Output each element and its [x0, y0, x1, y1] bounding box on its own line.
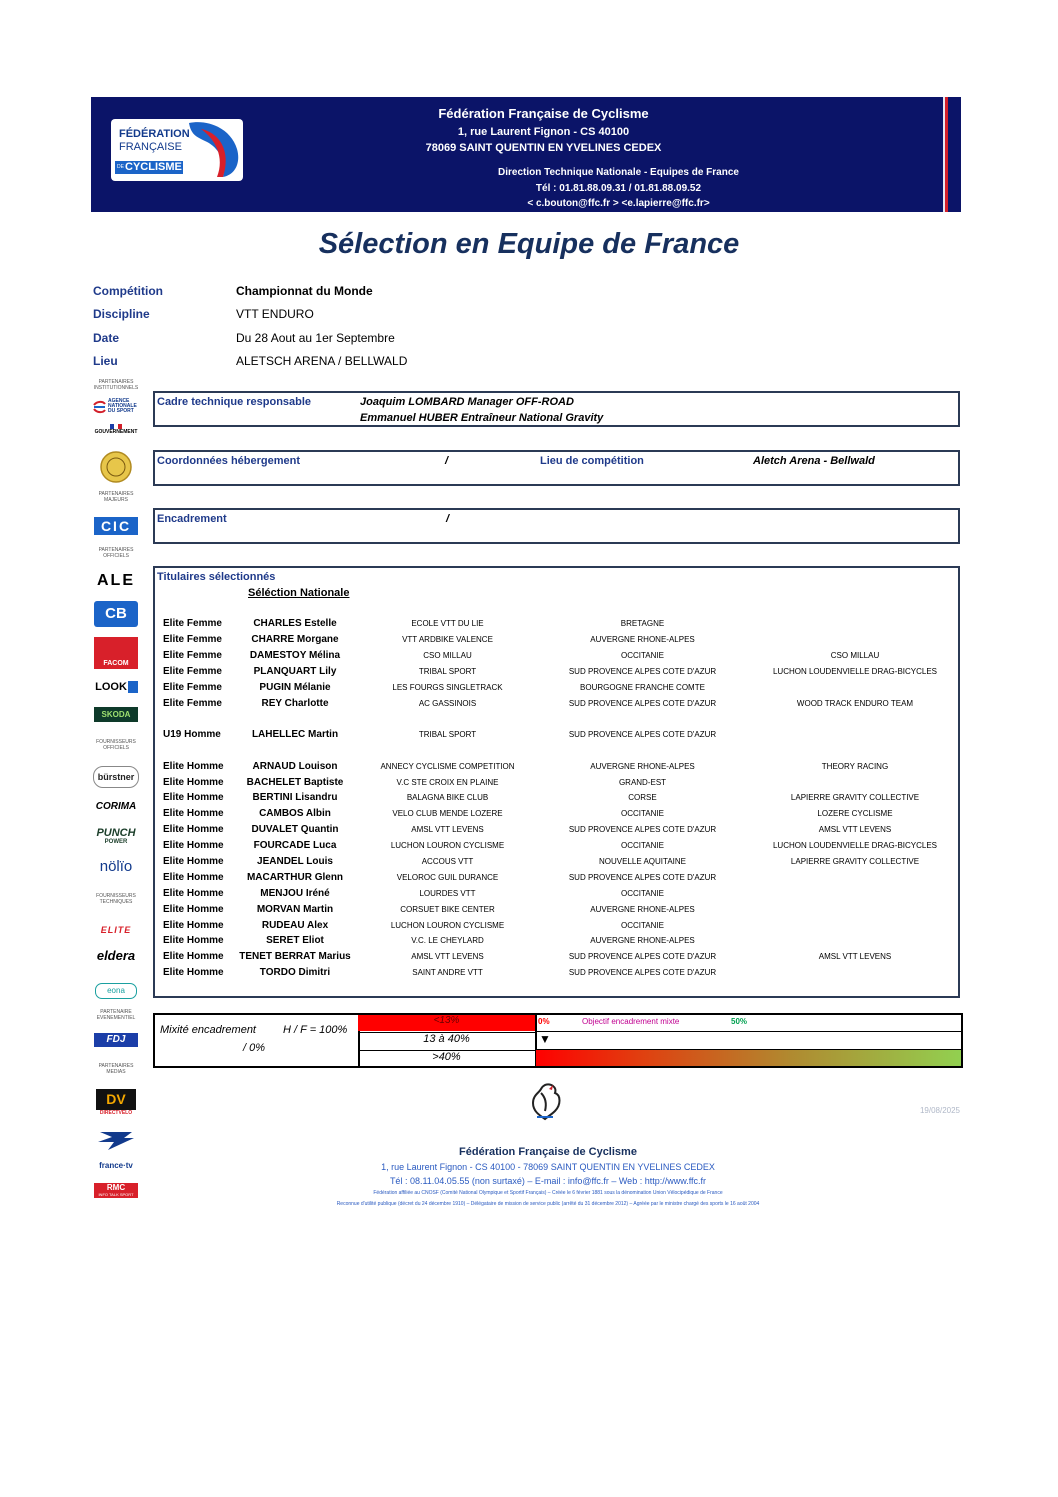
skoda-logo: SKODA [91, 707, 141, 722]
rider-row [155, 618, 955, 633]
rider-club: AMSL VTT LEVENS [411, 825, 484, 834]
rider-category: Elite Homme [163, 840, 224, 851]
fdj-logo: FDJ [91, 1033, 141, 1047]
rider-row [155, 650, 955, 665]
rider-row [155, 840, 955, 855]
look-logo: LOOK [91, 681, 141, 693]
rider-name: FOURCADE Luca [253, 840, 337, 851]
rider-category: Elite Homme [163, 824, 224, 835]
cadre-box [153, 391, 960, 427]
rider-category: Elite Homme [163, 777, 224, 788]
rider-region: SUD PROVENCE ALPES COTE D'AZUR [568, 667, 717, 676]
ffc-logo [111, 119, 243, 181]
flag-stripe-red [945, 97, 948, 212]
mixite-label-cell [153, 1013, 360, 1068]
rider-club: CSO MILLAU [423, 651, 472, 660]
rider-region: AUVERGNE RHONE-ALPES [590, 905, 695, 914]
caption-institutionnels: PARTENAIRES INSTITUTIONNELS [93, 379, 139, 391]
footer-org-name: Fédération Française de Cyclisme [459, 1146, 637, 1158]
rider-region: CORSE [628, 793, 657, 802]
rider-category: Elite Femme [163, 618, 222, 629]
titulaires-label: Titulaires sélectionnés [157, 571, 276, 583]
rider-name: CHARLES Estelle [253, 618, 337, 629]
rider-region: OCCITANIE [621, 889, 664, 898]
star-logo [91, 1128, 141, 1157]
rider-row [155, 761, 955, 776]
date-label: Date [93, 331, 120, 345]
elite-logo: ELITE [100, 925, 132, 935]
rider-row [155, 904, 955, 919]
corima-logo: CORIMA [95, 801, 137, 812]
rider-region: SUD PROVENCE ALPES COTE D'AZUR [568, 699, 717, 708]
lieu-competition-label: Lieu de compétition [540, 455, 644, 467]
cic-logo: CIC [91, 517, 141, 535]
header-phone: Tél : 01.81.88.09.31 / 01.81.88.09.52 [535, 183, 702, 194]
rider-name: ARNAUD Louison [252, 761, 338, 772]
rider-row [155, 634, 955, 649]
logo-text-3: CYCLISME [125, 161, 182, 173]
rider-name: PUGIN Mélanie [259, 682, 331, 693]
rider-category: Elite Homme [163, 951, 224, 962]
rmc-logo: RMC INFO TALK SPORT [91, 1183, 141, 1198]
rider-region: SUD PROVENCE ALPES COTE D'AZUR [568, 873, 717, 882]
mixite-scale [536, 1013, 963, 1068]
rider-club: AMSL VTT LEVENS [411, 952, 484, 961]
rider-category: Elite Homme [163, 872, 224, 883]
rider-team: LUCHON LOUDENVIELLE DRAG-BICYCLES [772, 667, 938, 676]
rider-row [155, 920, 955, 935]
rider-name: LAHELLEC Martin [251, 729, 339, 740]
encadrement-separator: / [446, 513, 450, 525]
rider-club: LES FOURGS SINGLETRACK [392, 683, 503, 692]
cadre-person-2: Emmanuel HUBER Entraîneur National Gravity [360, 412, 604, 424]
rider-region: SUD PROVENCE ALPES COTE D'AZUR [568, 952, 717, 961]
date-stamp: 19/08/2025 [919, 1106, 960, 1115]
facom-logo: FACOM [91, 637, 141, 669]
rider-club: V.C. LE CHEYLARD [411, 936, 484, 945]
rider-team: AMSL VTT LEVENS [818, 952, 892, 961]
rider-club: BALAGNA BIKE CLUB [406, 793, 489, 802]
rider-team: THEORY RACING [821, 762, 889, 771]
rider-row [155, 666, 955, 681]
rider-team: LUCHON LOUDENVIELLE DRAG-BICYCLES [772, 841, 938, 850]
rider-category: Elite Homme [163, 888, 224, 899]
caption-evenementiel: PARTENAIRE EVENEMENTIEL [96, 1009, 136, 1021]
rider-region: OCCITANIE [621, 921, 664, 930]
mixite-bands [358, 1013, 537, 1068]
eona-logo: eona [91, 983, 141, 999]
header-org-name: Fédération Française de Cyclisme [438, 106, 649, 121]
rider-name: DUVALET Quantin [251, 824, 339, 835]
lieu-competition-value: Aletch Arena - Bellwald [753, 455, 875, 467]
rider-category: U19 Homme [163, 729, 221, 740]
encadrement-box [153, 508, 960, 544]
rider-region: SUD PROVENCE ALPES COTE D'AZUR [568, 730, 717, 739]
rider-category: Elite Femme [163, 666, 222, 677]
rider-region: GRAND-EST [618, 778, 667, 787]
directvelo-logo: DV DIRECTVELO [91, 1089, 141, 1117]
lieu-label: Lieu [93, 354, 118, 368]
rider-category: Elite Femme [163, 634, 222, 645]
objective-label: Objectif encadrement mixte [582, 1017, 680, 1026]
francetv-logo: france·tv [99, 1161, 133, 1170]
punch-logo: PUNCH POWER [96, 827, 136, 845]
seal-logo [91, 451, 141, 488]
rider-name: TORDO Dimitri [259, 967, 331, 978]
rider-club: SAINT ANDRE VTT [412, 968, 483, 977]
logo-text-de: DE [117, 164, 124, 170]
rider-name: RUDEAU Alex [261, 920, 329, 931]
caption-fournisseurs-techniques: FOURNISSEURS TECHNIQUES [96, 893, 136, 905]
rider-row [155, 729, 955, 744]
footer-legal-1: Fédération affiliée au CNOSF (Comité National Olympique et Sportif Français) – Créée le 6 février 1881 sous la dénomination Union Vélocipédique de France [373, 1190, 723, 1196]
rider-region: OCCITANIE [621, 651, 664, 660]
rider-category: Elite Femme [163, 682, 222, 693]
ans-logo: AGENCE NATIONALE DU SPORT [91, 398, 141, 418]
rider-row [155, 951, 955, 966]
hebergement-label: Coordonnées hébergement [157, 455, 301, 467]
rider-category: Elite Femme [163, 650, 222, 661]
encadrement-label: Encadrement [157, 513, 227, 525]
rider-category: Elite Homme [163, 904, 224, 915]
rider-category: Elite Homme [163, 967, 224, 978]
mixite-ratio-2: / 0% [243, 1042, 266, 1054]
rider-name: JEANDEL Louis [257, 856, 333, 867]
rider-team: LAPIERRE GRAVITY COLLECTIVE [790, 793, 920, 802]
rider-club: LOURDES VTT [419, 889, 476, 898]
rider-row [155, 698, 955, 713]
eldera-logo: eldera [96, 948, 136, 963]
rider-club: ACCOUS VTT [421, 857, 474, 866]
rider-team: CSO MILLAU [830, 651, 880, 660]
flag-block [851, 97, 944, 212]
rider-name: DAMESTOY Mélina [249, 650, 341, 661]
hebergement-separator: / [445, 455, 449, 467]
rider-club: CORSUET BIKE CENTER [400, 905, 495, 914]
rider-region: BRETAGNE [620, 619, 665, 628]
rider-name: SERET Eliot [266, 935, 324, 946]
rider-row [155, 856, 955, 871]
rider-name: REY Charlotte [261, 698, 329, 709]
footer-contact: Tél : 08.11.04.05.55 (non surtaxé) – E-mail : info@ffc.fr – Web : http://www.ffc.fr [389, 1176, 707, 1186]
rider-name: CAMBOS Albin [259, 808, 331, 819]
rider-name: MACARTHUR Glenn [246, 872, 344, 883]
rider-category: Elite Homme [163, 792, 224, 803]
header-address2: 78069 SAINT QUENTIN EN YVELINES CEDEX [425, 142, 662, 154]
rider-region: BOURGOGNE FRANCHE COMTE [580, 683, 705, 692]
gouvernement-logo: GOUVERNEMENT [91, 424, 141, 435]
ale-logo: ALE [97, 572, 135, 589]
discipline-label: Discipline [93, 307, 150, 321]
rider-category: Elite Homme [163, 808, 224, 819]
rider-row [155, 967, 955, 982]
mixite-block [153, 1013, 961, 1066]
rider-club: VELOROC GUIL DURANCE [396, 873, 499, 882]
rider-row [155, 792, 955, 807]
footer-address: 1, rue Laurent Fignon - CS 40100 - 78069 SAINT QUENTIN EN YVELINES CEDEX [381, 1162, 715, 1172]
header-emails: < c.bouton@ffc.fr > <e.lapierre@ffc.fr> [527, 198, 710, 209]
rider-team: LAPIERRE GRAVITY COLLECTIVE [790, 857, 920, 866]
caption-medias: PARTENAIRES MEDIAS [98, 1063, 134, 1075]
discipline-value: VTT ENDURO [236, 307, 314, 321]
scale-max: 50% [731, 1017, 748, 1026]
rider-category: Elite Homme [163, 761, 224, 772]
rider-row [155, 682, 955, 697]
band-mid: 13 à 40% [358, 1032, 535, 1050]
rider-row [155, 808, 955, 823]
rider-club: VELO CLUB MENDE LOZERE [392, 809, 503, 818]
cb-logo: CB [91, 601, 141, 627]
rider-club: ANNECY CYCLISME COMPETITION [380, 762, 515, 771]
rider-club: ECOLE VTT DU LIE [411, 619, 484, 628]
mixite-label: Mixité encadrement [160, 1024, 256, 1036]
rider-name: BERTINI Lisandru [252, 792, 338, 803]
logo-text-1: FÉDÉRATION [119, 128, 190, 140]
rider-club: LUCHON LOURON CYCLISME [390, 921, 505, 930]
rider-region: AUVERGNE RHONE-ALPES [590, 762, 695, 771]
rider-club: LUCHON LOURON CYCLISME [390, 841, 505, 850]
rider-region: OCCITANIE [621, 841, 664, 850]
rider-name: MENJOU Iréné [260, 888, 330, 899]
rider-club: AC GASSINOIS [418, 699, 477, 708]
scale-marker: ▼ [539, 1032, 551, 1046]
band-high: >40% [358, 1050, 535, 1067]
rider-region: NOUVELLE AQUITAINE [599, 857, 686, 866]
date-value: Du 28 Aout au 1er Septembre [236, 331, 395, 345]
rider-region: AUVERGNE RHONE-ALPES [590, 635, 695, 644]
rider-name: TENET BERRAT Marius [239, 951, 351, 962]
caption-fournisseurs-officiels: FOURNISSEURS OFFICIELS [96, 739, 136, 751]
rider-team: AMSL VTT LEVENS [818, 825, 892, 834]
rider-category: Elite Femme [163, 698, 222, 709]
page-title: Sélection en Equipe de France [318, 228, 740, 260]
cadre-person-1: Joaquim LOMBARD Manager OFF-ROAD [360, 396, 574, 408]
rider-club: TRIBAL SPORT [418, 730, 477, 739]
scale-divider-1 [536, 1031, 961, 1032]
header-banner [91, 97, 961, 212]
rider-club: V.C STE CROIX EN PLAINE [396, 778, 499, 787]
scale-gradient [536, 1050, 961, 1066]
rider-club: TRIBAL SPORT [418, 667, 477, 676]
logo-text-2: FRANÇAISE [119, 141, 182, 153]
rider-category: Elite Homme [163, 856, 224, 867]
rider-row [155, 777, 955, 792]
rider-category: Elite Homme [163, 920, 224, 931]
rider-team: LOZERE CYCLISME [817, 809, 893, 818]
selection-nationale-title: Séléction Nationale [248, 587, 350, 599]
rider-team: WOOD TRACK ENDURO TEAM [796, 699, 914, 708]
rider-row [155, 824, 955, 839]
nolio-logo: nölïo [99, 858, 133, 875]
rooster-icon [527, 1081, 563, 1121]
cadre-label: Cadre technique responsable [157, 396, 312, 408]
competition-label: Compétition [93, 284, 163, 298]
rider-category: Elite Homme [163, 935, 224, 946]
rider-row [155, 872, 955, 887]
rider-name: PLANQUART Lily [253, 666, 337, 677]
rider-row [155, 888, 955, 903]
rider-region: OCCITANIE [621, 809, 664, 818]
header-direction: Direction Technique Nationale - Equipes de France [498, 167, 739, 178]
hebergement-box [153, 450, 960, 486]
competition-value: Championnat du Monde [236, 284, 373, 298]
rider-name: MORVAN Martin [256, 904, 334, 915]
rider-region: AUVERGNE RHONE-ALPES [590, 936, 695, 945]
lieu-value: ALETSCH ARENA / BELLWALD [236, 354, 408, 368]
header-address1: 1, rue Laurent Fignon - CS 40100 [457, 126, 630, 138]
mixite-ratio: H / F = 100% [283, 1024, 348, 1036]
rider-region: SUD PROVENCE ALPES COTE D'AZUR [568, 825, 717, 834]
rider-name: CHARRE Morgane [251, 634, 339, 645]
caption-majeurs: PARTENAIRES MAJEURS [98, 491, 134, 503]
rider-club: VTT ARDBIKE VALENCE [402, 635, 493, 644]
rider-name: BACHELET Baptiste [246, 777, 344, 788]
scale-min: 0% [538, 1017, 550, 1026]
footer-legal-2: Reconnue d'utilité publique (décret du 24 décembre 1910) – Délégataire de mission de service public (arrêté du 31 décembre 2012) – Agréée par le ministre chargé des sports le 16 août 2004 [336, 1201, 760, 1207]
caption-officiels: PARTENAIRES OFFICIELS [98, 547, 134, 559]
band-low: <13% [358, 1015, 535, 1031]
burstner-logo: bürstner [91, 766, 141, 788]
rider-row [155, 935, 955, 950]
rider-region: SUD PROVENCE ALPES COTE D'AZUR [568, 968, 717, 977]
